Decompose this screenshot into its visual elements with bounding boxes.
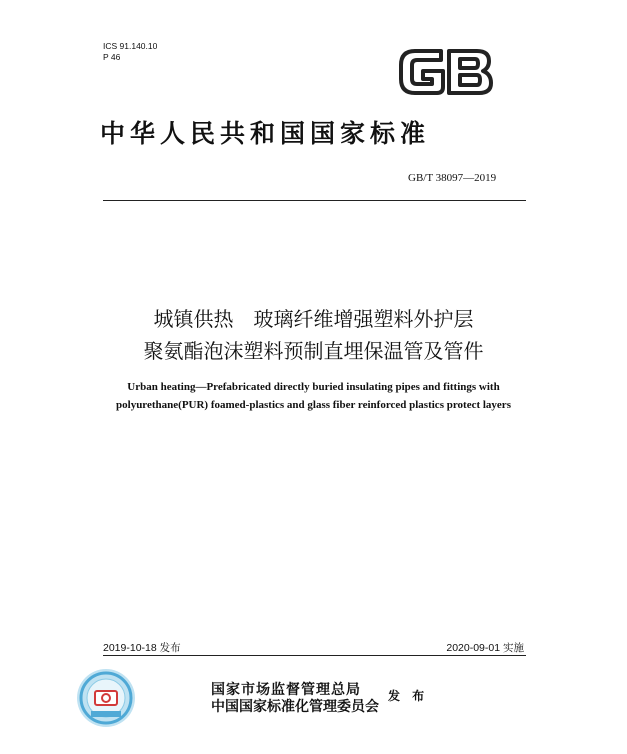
title-cn-line-2: 聚氨酯泡沫塑料预制直埋保温管及管件 (143, 339, 484, 363)
classification-codes (103, 41, 157, 63)
implement-date: 2020-09-01 实施 (446, 642, 524, 654)
certification-stamp-icon (75, 667, 137, 729)
ics-code: ICS 91.140.10 (103, 41, 158, 51)
title-cn-line-1: 城镇供热 玻璃纤维增强塑料外护层 (153, 307, 474, 331)
issuer-samr: 国家市场监督管理总局 (211, 682, 361, 698)
ccs-code: P 46 (103, 52, 121, 62)
title-en-line-2: polyurethane(PUR) foamed-plastics and glass fiber reinforced plastics protect layers (116, 399, 511, 411)
standard-code: GB/T 38097—2019 (408, 172, 497, 184)
issue-date: 2019-10-18 发布 (103, 642, 181, 654)
gb-logo (397, 43, 495, 101)
issuer-sac: 中国国家标准化管理委员会 (211, 699, 379, 715)
standard-name: 中华人民共和国国家标准 (100, 119, 431, 148)
title-en-line-1: Urban heating—Prefabricated directly buried insulating pipes and fittings with (127, 381, 500, 393)
publish-label: 发 布 (388, 689, 429, 703)
header-divider (103, 200, 526, 201)
footer-divider (103, 655, 526, 656)
